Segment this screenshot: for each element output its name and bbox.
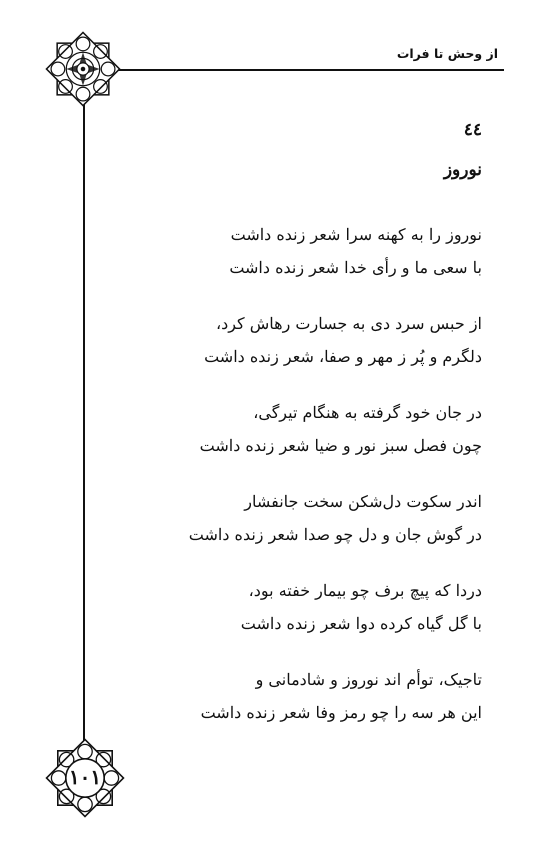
poem-body (122, 218, 482, 752)
page-number: ۱۰۱ (68, 765, 102, 789)
verse-line: نوروز را به کهنه سرا شعر زنده داشت (230, 225, 482, 244)
stanza (122, 396, 482, 462)
poem-number: ٤٤ (463, 120, 482, 140)
stanza (122, 307, 482, 373)
verse-line: در جان خود گرفته به هنگام تیرگی، (253, 403, 482, 422)
stanza (122, 663, 482, 729)
book-title: از وحش تا فرات (396, 46, 498, 61)
rosette-icon (45, 31, 121, 107)
poem-title: نوروز (443, 160, 482, 180)
header-rule (118, 69, 504, 71)
verse-line: با گل گیاه کرده دوا شعر زنده داشت (240, 614, 482, 633)
verse-line: تاجیک، توأم اند نوروز و شادمانی و (255, 670, 482, 689)
stanza (122, 218, 482, 284)
verse-line: دلگرم و پُر ز مهر و صفا، شعر زنده داشت (204, 347, 482, 366)
verse-line: اندر سکوت دل‌شکن سخت جانفشار (244, 492, 482, 511)
verse-line: با سعی ما و رأی خدا شعر زنده داشت (229, 258, 482, 277)
verse-line: در گوش جان و دل چو صدا شعر زنده داشت (188, 525, 482, 544)
verse-line: این هر سه را چو رمز وفا شعر زنده داشت (200, 703, 482, 722)
stanza (122, 485, 482, 551)
verse-line: دردا که پیچ برف چو بیمار خفته بود، (248, 581, 482, 600)
stanza (122, 574, 482, 640)
verse-line: چون فصل سبز نور و ضیا شعر زنده داشت (199, 436, 482, 455)
margin-rule (83, 95, 85, 745)
verse-line: از حبس سرد دی به جسارت رهاش کرد، (215, 314, 482, 333)
